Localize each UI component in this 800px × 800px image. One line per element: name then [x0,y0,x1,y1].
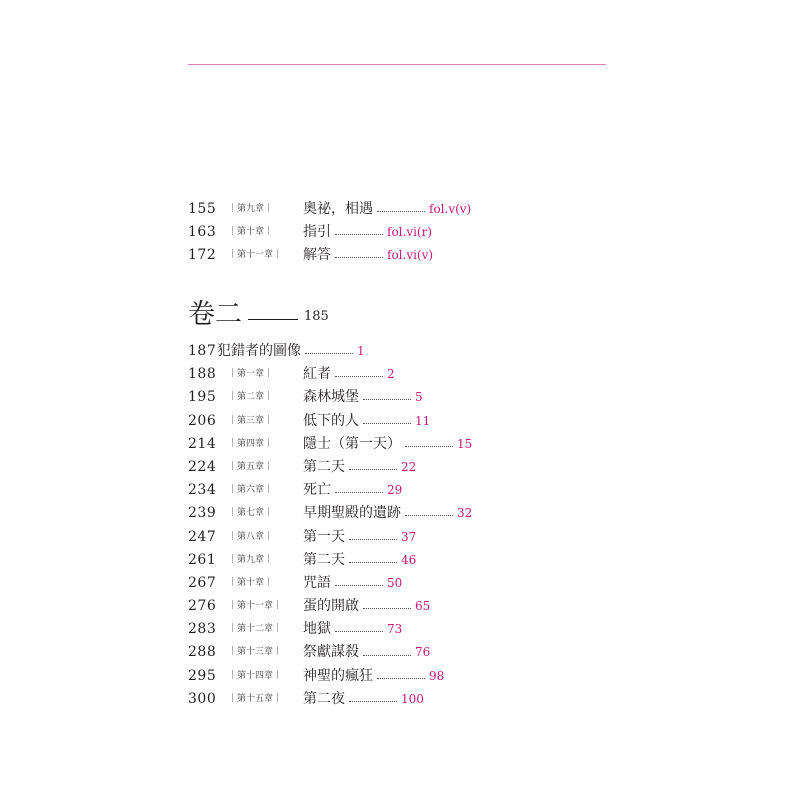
page-number: 172 [188,247,217,264]
leader-dots [363,423,411,424]
folio-ref: fol.v(v) [429,202,472,216]
section-page-number: 185 [304,309,329,324]
chapter-label: ｜第八章｜ [228,531,274,542]
chapter-title: 地獄 [303,621,331,638]
chapter-label: ｜第十章｜ [228,227,274,238]
page-number: 206 [188,412,217,429]
chapter-title: 第二天 [303,458,345,475]
page-number: 195 [188,389,217,406]
folio-ref: 1 [357,344,365,358]
chapter-title: 咒語 [303,574,331,591]
page-number: 155 [188,201,217,217]
leader-dots [363,608,411,609]
page-number: 187 [188,343,217,359]
folio-ref: 73 [387,622,403,637]
chapter-title: 蛋的開啟 [303,598,359,615]
page-number: 188 [188,366,217,383]
chapter-title: 低下的人 [303,412,359,429]
chapter-title: 第一天 [303,528,345,545]
leader-dots [335,257,383,258]
page-number: 283 [188,621,217,638]
page-number: 224 [188,458,217,475]
folio-ref: 5 [415,390,423,405]
folio-ref: 76 [415,645,431,660]
leader-dots [349,469,397,470]
chapter-label: ｜第六章｜ [228,485,274,496]
chapter-title: 森林城堡 [303,389,359,406]
top-divider [188,64,606,65]
folio-ref: 15 [457,436,473,451]
chapter-title: 第二天 [303,551,345,568]
chapter-label: ｜第二章｜ [228,392,274,403]
section-heading[interactable] [188,300,329,330]
leader-dots [363,655,411,656]
chapter-label: ｜第五章｜ [228,461,274,472]
chapter-label: ｜第十三章｜ [228,647,283,658]
folio-ref: fol.vi(v) [387,248,434,263]
page-number: 276 [188,598,217,615]
leader-dots [377,678,425,679]
page-number: 300 [188,690,217,707]
chapter-title: 紅者 [303,366,331,383]
chapter-label: ｜第九章｜ [228,204,274,214]
chapter-label: ｜第十章｜ [228,577,274,588]
folio-ref: 2 [387,367,395,382]
chapter-title: 神聖的瘋狂 [303,667,373,684]
folio-ref: 100 [401,691,424,706]
page-number: 163 [188,224,217,241]
chapter-label: ｜第七章｜ [228,508,274,519]
chapter-label: ｜第四章｜ [228,438,274,449]
page-number: 239 [188,505,217,522]
page-number: 214 [188,435,217,452]
leader-dots [335,631,383,632]
chapter-title: 解答 [303,247,331,264]
page-number: 261 [188,551,217,568]
chapter-label: ｜第十二章｜ [228,624,283,635]
chapter-label: ｜第十一章｜ [228,250,283,261]
leader-dots [349,539,397,540]
page-number: 234 [188,482,217,499]
leader-dots [405,446,453,447]
leader-dots [405,515,453,516]
folio-ref: 65 [415,599,431,614]
leader-dots [305,353,353,354]
folio-ref: fol.vi(r) [387,225,433,240]
folio-ref: 32 [457,506,473,521]
chapter-title: 第二夜 [303,690,345,707]
leader-dots [349,562,397,563]
page-number: 288 [188,644,217,661]
chapter-label: ｜第一章｜ [228,369,274,380]
leader-dots [349,701,397,702]
leader-dots [335,492,383,493]
folio-ref: 22 [401,459,417,474]
chapter-label: ｜第十五章｜ [228,693,283,704]
chapter-title: 指引 [303,224,331,241]
folio-ref: 98 [429,668,445,683]
chapter-label: ｜第十四章｜ [228,670,283,681]
page-number: 295 [188,667,217,684]
chapter-title: 祭獻謀殺 [303,644,359,661]
section-rule [248,319,298,320]
folio-ref: 50 [387,575,403,590]
folio-ref: 37 [401,529,417,544]
chapter-title: 隱士（第一天） [303,435,401,452]
leader-dots [377,211,425,212]
leader-dots [335,234,383,235]
section-title: 卷二 [188,299,242,330]
leader-dots [335,585,383,586]
chapter-title: 早期聖殿的遺跡 [303,505,401,522]
chapter-title: 犯錯者的圖像 [217,343,301,359]
folio-ref: 46 [401,552,417,567]
page-number: 247 [188,528,217,545]
folio-ref: 29 [387,483,403,498]
folio-ref: 11 [415,413,431,428]
chapter-label: ｜第十一章｜ [228,601,283,612]
page-number: 267 [188,574,217,591]
chapter-title: 死亡 [303,482,331,499]
leader-dots [363,399,411,400]
chapter-title: 奧祕，相遇 [303,201,373,217]
chapter-label: ｜第九章｜ [228,554,274,565]
chapter-label: ｜第三章｜ [228,415,274,426]
leader-dots [335,376,383,377]
